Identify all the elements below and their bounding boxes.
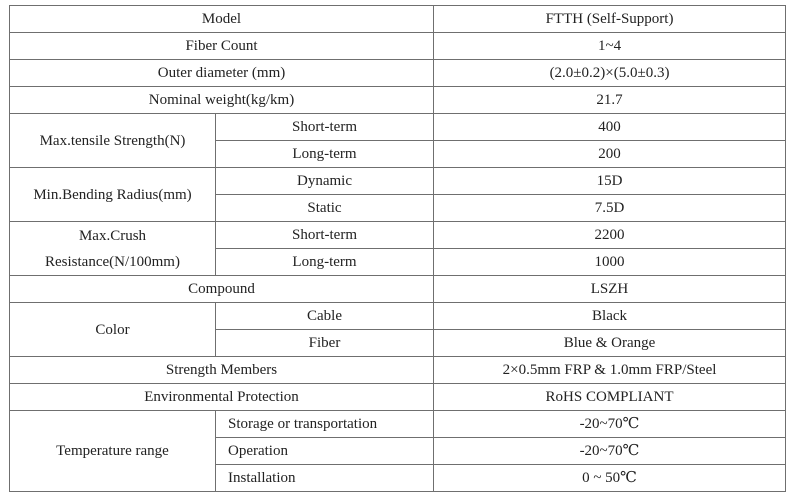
bending-sub-static: Static bbox=[216, 195, 434, 222]
outer-diameter-value: (2.0±0.2)×(5.0±0.3) bbox=[434, 60, 786, 87]
model-label: Model bbox=[10, 6, 434, 33]
strength-members-label: Strength Members bbox=[10, 357, 434, 384]
crush-label-line1: Max.Crush bbox=[78, 227, 147, 244]
tensile-value-short: 400 bbox=[434, 114, 786, 141]
tensile-label: Max.tensile Strength(N) bbox=[10, 114, 216, 168]
fiber-count-label: Fiber Count bbox=[10, 33, 434, 60]
temperature-sub-storage: Storage or transportation bbox=[216, 411, 434, 438]
nominal-weight-label: Nominal weight(kg/km) bbox=[10, 87, 434, 114]
table-row bbox=[10, 411, 786, 438]
compound-label: Compound bbox=[10, 276, 434, 303]
color-sub-fiber: Fiber bbox=[216, 330, 434, 357]
table-row bbox=[10, 276, 786, 303]
color-label: Color bbox=[10, 303, 216, 357]
tensile-sub-long: Long-term bbox=[216, 141, 434, 168]
table-row bbox=[10, 303, 786, 330]
table-row bbox=[10, 168, 786, 195]
temperature-sub-installation: Installation bbox=[216, 465, 434, 492]
crush-label bbox=[10, 222, 216, 276]
spec-table bbox=[9, 5, 786, 492]
crush-value-long: 1000 bbox=[434, 249, 786, 276]
table-row bbox=[10, 60, 786, 87]
crush-value-short: 2200 bbox=[434, 222, 786, 249]
crush-sub-long: Long-term bbox=[216, 249, 434, 276]
table-row bbox=[10, 6, 786, 33]
outer-diameter-label: Outer diameter (mm) bbox=[10, 60, 434, 87]
bending-sub-dynamic: Dynamic bbox=[216, 168, 434, 195]
bending-value-static: 7.5D bbox=[434, 195, 786, 222]
fiber-count-value: 1~4 bbox=[434, 33, 786, 60]
crush-label-line2: Resistance(N/100mm) bbox=[45, 253, 180, 270]
table-row bbox=[10, 384, 786, 411]
model-value: FTTH (Self-Support) bbox=[434, 6, 786, 33]
table-row bbox=[10, 357, 786, 384]
table-row bbox=[10, 222, 786, 249]
bending-value-dynamic: 15D bbox=[434, 168, 786, 195]
temperature-value-installation: 0 ~ 50℃ bbox=[434, 465, 786, 492]
bending-label: Min.Bending Radius(mm) bbox=[10, 168, 216, 222]
environmental-value: RoHS COMPLIANT bbox=[434, 384, 786, 411]
color-value-cable: Black bbox=[434, 303, 786, 330]
temperature-value-operation: -20~70℃ bbox=[434, 438, 786, 465]
table-row bbox=[10, 87, 786, 114]
strength-members-value: 2×0.5mm FRP & 1.0mm FRP/Steel bbox=[434, 357, 786, 384]
tensile-sub-short: Short-term bbox=[216, 114, 434, 141]
tensile-value-long: 200 bbox=[434, 141, 786, 168]
table-row bbox=[10, 33, 786, 60]
temperature-label: Temperature range bbox=[10, 411, 216, 492]
nominal-weight-value: 21.7 bbox=[434, 87, 786, 114]
table-row bbox=[10, 114, 786, 141]
crush-sub-short: Short-term bbox=[216, 222, 434, 249]
color-value-fiber: Blue & Orange bbox=[434, 330, 786, 357]
environmental-label: Environmental Protection bbox=[10, 384, 434, 411]
color-sub-cable: Cable bbox=[216, 303, 434, 330]
compound-value: LSZH bbox=[434, 276, 786, 303]
temperature-value-storage: -20~70℃ bbox=[434, 411, 786, 438]
temperature-sub-operation: Operation bbox=[216, 438, 434, 465]
